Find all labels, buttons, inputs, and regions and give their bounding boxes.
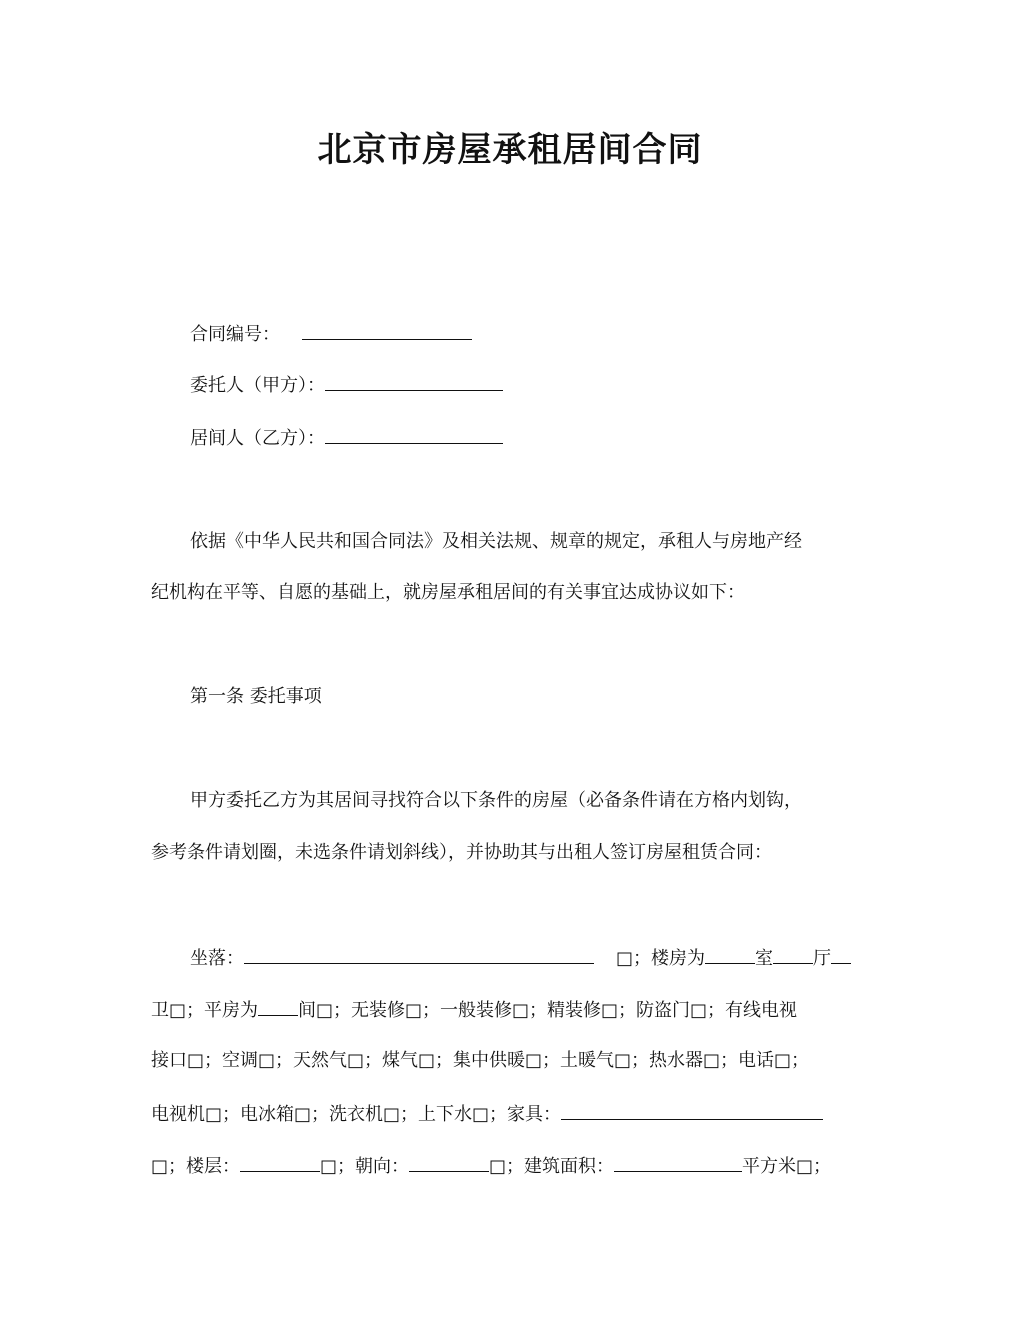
bungalow-rooms-blank [258, 997, 298, 1016]
article-1-intro-line-1: 甲方委托乙方为其居间寻找符合以下条件的房屋（必备条件请在方格内划钩， [190, 790, 802, 811]
principal-field [190, 372, 503, 398]
conditions-line-1 [190, 945, 851, 971]
rooms-blank [705, 945, 755, 964]
area-blank [614, 1153, 742, 1172]
contract-no-field [190, 321, 472, 347]
area-unit: 平方米□； [742, 1156, 832, 1177]
baths-blank [831, 945, 851, 964]
location-label: 坐落： [190, 948, 244, 969]
bath-and-bungalow-text: 卫□；平房为 [151, 1000, 259, 1021]
preamble-line-1: 依据《中华人民共和国合同法》及相关法规、规章的规定，承租人与房地产经 [190, 531, 802, 552]
orientation-label: □；朝向： [320, 1156, 410, 1177]
conditions-line-5 [151, 1153, 831, 1179]
contract-no-label: 合同编号： [190, 324, 280, 345]
location-blank [244, 945, 594, 964]
principal-blank [325, 372, 503, 391]
conditions-line-2 [151, 997, 797, 1023]
broker-label: 居间人（乙方）： [190, 428, 325, 449]
floor-blank [240, 1153, 320, 1172]
furniture-blank [561, 1101, 823, 1120]
halls-blank [773, 945, 813, 964]
orientation-blank [409, 1153, 489, 1172]
floor-label: □；楼层： [151, 1156, 241, 1177]
principal-label: 委托人（甲方）： [190, 375, 325, 396]
conditions-line-3: 接口□；空调□；天然气□；煤气□；集中供暖□；土暖气□；热水器□；电话□； [151, 1050, 810, 1071]
hall-unit: 厅 [813, 948, 832, 969]
preamble-line-2: 纪机构在平等、自愿的基础上，就房屋承租居间的有关事宜达成协议如下： [151, 582, 745, 603]
article-1-heading: 第一条 委托事项 [190, 686, 322, 707]
conditions-line-4 [151, 1101, 823, 1127]
appliance-options-text: 电视机□；电冰箱□；洗衣机□；上下水□；家具： [151, 1104, 562, 1125]
contract-no-blank [302, 321, 472, 340]
broker-field [190, 425, 503, 451]
page-title: 北京市房屋承租居间合同 [317, 130, 703, 170]
location-checkbox-text: □；楼房为 [616, 948, 706, 969]
room-unit: 室 [755, 948, 774, 969]
decoration-options-text: 间□；无装修□；一般装修□；精装修□；防盗门□；有线电视 [298, 1000, 798, 1021]
article-1-intro-line-2: 参考条件请划圈，未选条件请划斜线），并协助其与出租人签订房屋租赁合同： [151, 842, 772, 863]
area-label: □；建筑面积： [489, 1156, 615, 1177]
broker-blank [325, 425, 503, 444]
